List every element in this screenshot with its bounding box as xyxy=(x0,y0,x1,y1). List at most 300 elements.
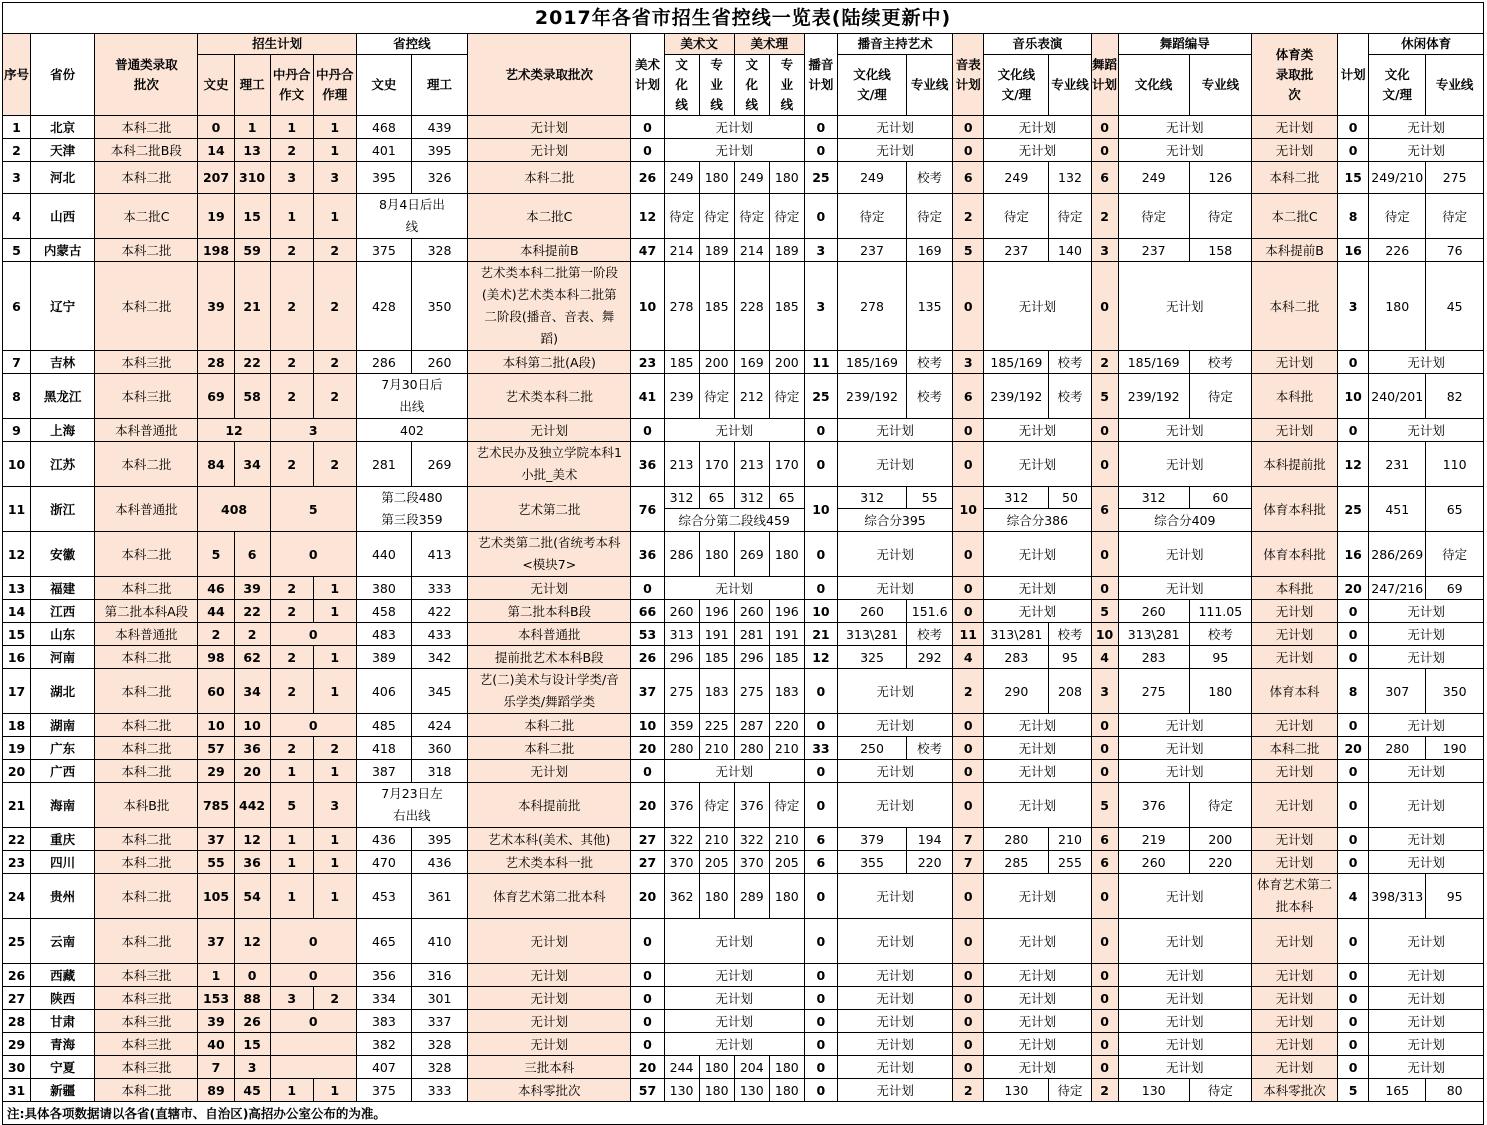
row-sport-batch: 本科批 xyxy=(1251,577,1337,600)
row-dance-plan: 2 xyxy=(1091,1079,1118,1102)
row-art-plan: 20 xyxy=(631,874,664,919)
row-sport-batch: 无计划 xyxy=(1251,116,1337,139)
row-art-batch: 本科二批 xyxy=(468,162,631,194)
header-art-plan: 美术计划 xyxy=(631,34,664,116)
header-broadcast-plan: 播音计划 xyxy=(804,34,837,116)
row-plan-zd: 0 xyxy=(270,623,356,646)
row-dance-score: 无计划 xyxy=(1118,737,1251,760)
row-broadcast-plan: 3 xyxy=(804,262,837,351)
row-plan-zd xyxy=(270,1056,356,1079)
row-ms-li-cul: 228 xyxy=(734,262,769,351)
row-ms-li-pro: 待定 xyxy=(769,374,804,419)
row-art-batch: 无计划 xyxy=(468,1010,631,1033)
row-province: 海南 xyxy=(31,783,95,828)
row-dance-plan: 5 xyxy=(1091,600,1118,623)
row-leisure-score: 无计划 xyxy=(1369,139,1484,162)
row-art-batch: 无计划 xyxy=(468,987,631,1010)
row-line-wen: 465 xyxy=(356,919,411,964)
row-no: 2 xyxy=(3,139,31,162)
row-yy-pro: 132 xyxy=(1049,162,1091,194)
row-province: 广西 xyxy=(31,760,95,783)
row-plan-wen: 69 xyxy=(198,374,234,419)
row-batch: 本科三批 xyxy=(95,1010,198,1033)
row-ms-li-cul: 214 xyxy=(734,239,769,262)
row-province: 北京 xyxy=(31,116,95,139)
row-art-batch: 本科普通批 xyxy=(468,623,631,646)
table-row xyxy=(3,139,1484,162)
row-line-li: 350 xyxy=(411,262,467,351)
row-line-li: 333 xyxy=(411,577,467,600)
row-ms-li-pro: 183 xyxy=(769,669,804,714)
row-plan-li: 59 xyxy=(234,239,270,262)
row-wd-pro: 180 xyxy=(1189,669,1251,714)
row-art-plan: 47 xyxy=(631,239,664,262)
row-broadcast-plan: 0 xyxy=(804,760,837,783)
row-broadcast-plan: 21 xyxy=(804,623,837,646)
row-ms-li-cul: 287 xyxy=(734,714,769,737)
row-wd-cul: 239/192 xyxy=(1118,374,1189,419)
row-no: 30 xyxy=(3,1056,31,1079)
row-xx-pro: 待定 xyxy=(1426,194,1484,239)
row-wd-cul: 275 xyxy=(1118,669,1189,714)
row-broadcast-plan: 25 xyxy=(804,162,837,194)
row-province: 甘肃 xyxy=(31,1010,95,1033)
row-ms-li-pro: 210 xyxy=(769,828,804,851)
row-yy-pro: 校考 xyxy=(1049,374,1091,419)
row-music-score: 无计划 xyxy=(984,919,1091,964)
row-by-cul: 355 xyxy=(837,851,906,874)
row-music-plan: 0 xyxy=(953,1033,984,1056)
row-line-wen: 418 xyxy=(356,737,411,760)
row-plan-wen: 14 xyxy=(198,139,234,162)
row-plan-zli: 1 xyxy=(313,669,356,714)
row-plan-li: 36 xyxy=(234,851,270,874)
row-no: 29 xyxy=(3,1033,31,1056)
row-xx-cul: 226 xyxy=(1369,239,1426,262)
row-art-batch: 本科二批 xyxy=(468,737,631,760)
header-ms-wen-cul: 文化线 xyxy=(664,55,699,116)
row-yy-pro: 待定 xyxy=(1049,1079,1091,1102)
row-ms-wen-pro: 183 xyxy=(699,669,734,714)
row-art-batch: 无计划 xyxy=(468,760,631,783)
row-plan-li: 45 xyxy=(234,1079,270,1102)
row-sport-plan: 0 xyxy=(1338,851,1369,874)
row-music-plan: 3 xyxy=(953,351,984,374)
row-music-score: 无计划 xyxy=(984,874,1091,919)
row-sport-batch: 本科提前批 xyxy=(1251,442,1337,487)
row-wd-pro: 待定 xyxy=(1189,374,1251,419)
row-by-cul: 379 xyxy=(837,828,906,851)
row-art-plan: 27 xyxy=(631,828,664,851)
row-xx-pro: 80 xyxy=(1426,1079,1484,1102)
row-dance-plan: 0 xyxy=(1091,1056,1118,1079)
row-broadcast-plan: 0 xyxy=(804,532,837,577)
row-ms-li-pro: 196 xyxy=(769,600,804,623)
row-broadcast-plan: 0 xyxy=(804,783,837,828)
row-no: 27 xyxy=(3,987,31,1010)
table-row xyxy=(3,600,1484,623)
row-ms-li-pro: 待定 xyxy=(769,194,804,239)
row-plan-zwen: 1 xyxy=(270,194,313,239)
row-music-plan: 0 xyxy=(953,737,984,760)
row-ms-li-pro: 180 xyxy=(769,1079,804,1102)
row-ms-li-cul: 322 xyxy=(734,828,769,851)
row-sport-batch: 无计划 xyxy=(1251,851,1337,874)
row-art-batch: 艺术第二批 xyxy=(468,487,631,532)
row-no: 25 xyxy=(3,919,31,964)
header-art-wen: 美术文 xyxy=(664,34,734,55)
row-art-batch: 艺术民办及独立学院本科1小批_美术 xyxy=(468,442,631,487)
row-leisure-score: 无计划 xyxy=(1369,783,1484,828)
row-ms-wen-pro: 180 xyxy=(699,532,734,577)
row-wd-cul: 249 xyxy=(1118,162,1189,194)
row-art-batch: 三批本科 xyxy=(468,1056,631,1079)
row-plan-li: 12 xyxy=(234,828,270,851)
table-row xyxy=(3,646,1484,669)
row-batch: 本科二批B段 xyxy=(95,139,198,162)
row-plan-zli: 3 xyxy=(313,162,356,194)
header-ms-wen-pro: 专业线 xyxy=(699,55,734,116)
row-music-plan: 4 xyxy=(953,646,984,669)
row-sport-plan: 0 xyxy=(1338,714,1369,737)
row-ms-wen-cul: 362 xyxy=(664,874,699,919)
row-ms-wen-cul: 278 xyxy=(664,262,699,351)
row-plan-zwen: 1 xyxy=(270,851,313,874)
row-sport-plan: 8 xyxy=(1338,194,1369,239)
row-leisure-score: 无计划 xyxy=(1369,1010,1484,1033)
row-batch: 本科二批 xyxy=(95,714,198,737)
row-music-plan: 0 xyxy=(953,116,984,139)
row-plan-li: 88 xyxy=(234,987,270,1010)
table-row xyxy=(3,874,1484,919)
row-plan-zwen: 2 xyxy=(270,646,313,669)
row-no: 21 xyxy=(3,783,31,828)
row-plan-wen: 105 xyxy=(198,874,234,919)
row-batch: 本科二批 xyxy=(95,1079,198,1102)
row-line-wen: 485 xyxy=(356,714,411,737)
header-dance: 舞蹈编导 xyxy=(1118,34,1251,55)
row-line-wen: 387 xyxy=(356,760,411,783)
row-leisure-score: 无计划 xyxy=(1369,419,1484,442)
row-batch: 本科普通批 xyxy=(95,623,198,646)
row-plan-li: 20 xyxy=(234,760,270,783)
row-no: 13 xyxy=(3,577,31,600)
row-ms-wen-cul: 249 xyxy=(664,162,699,194)
row-ms-li-cul: 275 xyxy=(734,669,769,714)
row-sport-batch: 无计划 xyxy=(1251,1056,1337,1079)
row-broadcast-score: 无计划 xyxy=(837,1010,952,1033)
row-sport-plan: 25 xyxy=(1338,487,1369,532)
row-by-cul: 249 xyxy=(837,162,906,194)
row-dance-score: 无计划 xyxy=(1118,987,1251,1010)
row-art-score: 无计划 xyxy=(664,1010,804,1033)
row-art-score: 无计划 xyxy=(664,1033,804,1056)
row-art-plan: 10 xyxy=(631,714,664,737)
row-broadcast-score: 无计划 xyxy=(837,577,952,600)
row-sport-plan: 0 xyxy=(1338,419,1369,442)
row-yy-pro: 208 xyxy=(1049,669,1091,714)
row-batch: 本科二批 xyxy=(95,532,198,577)
row-ms-li-pro: 65 xyxy=(769,487,804,509)
row-ms-wen-pro: 185 xyxy=(699,646,734,669)
row-art-batch: 艺(二)美术与设计学类/音乐学类/舞蹈学类 xyxy=(468,669,631,714)
row-dance-plan: 0 xyxy=(1091,1033,1118,1056)
row-dance-plan: 0 xyxy=(1091,442,1118,487)
row-dance-score: 无计划 xyxy=(1118,919,1251,964)
row-art-score: 无计划 xyxy=(664,964,804,987)
row-no: 22 xyxy=(3,828,31,851)
row-art-plan: 0 xyxy=(631,419,664,442)
row-province: 陕西 xyxy=(31,987,95,1010)
row-dance-score: 无计划 xyxy=(1118,760,1251,783)
row-by-pro: 151.6 xyxy=(907,600,953,623)
header-xx-pro: 专业线 xyxy=(1426,55,1484,116)
row-line-wen: 440 xyxy=(356,532,411,577)
row-plan-wen: 60 xyxy=(198,669,234,714)
row-plan-li: 21 xyxy=(234,262,270,351)
row-plan-li: 22 xyxy=(234,600,270,623)
row-sport-batch: 体育艺术第二批本科 xyxy=(1251,874,1337,919)
row-music-score: 无计划 xyxy=(984,1056,1091,1079)
row-line-li: 424 xyxy=(411,714,467,737)
row-ms-wen-cul: 280 xyxy=(664,737,699,760)
row-no: 19 xyxy=(3,737,31,760)
row-art-batch: 艺术本科(美术、其他) xyxy=(468,828,631,851)
row-plan-zli: 1 xyxy=(313,851,356,874)
row-art-score: 无计划 xyxy=(664,987,804,1010)
row-by-cul: 313\281 xyxy=(837,623,906,646)
row-sport-batch: 无计划 xyxy=(1251,600,1337,623)
row-plan-li: 442 xyxy=(234,783,270,828)
row-wd-pro: 校考 xyxy=(1189,623,1251,646)
table-row xyxy=(3,714,1484,737)
row-art-batch: 无计划 xyxy=(468,919,631,964)
row-art-score: 无计划 xyxy=(664,419,804,442)
row-broadcast-score: 无计划 xyxy=(837,783,952,828)
row-no: 16 xyxy=(3,646,31,669)
row-line-li: 422 xyxy=(411,600,467,623)
row-plan-zwen: 1 xyxy=(270,828,313,851)
row-line-merged: 第二段480第三段359 xyxy=(356,487,467,532)
row-province: 四川 xyxy=(31,851,95,874)
row-no: 24 xyxy=(3,874,31,919)
row-sport-plan: 8 xyxy=(1338,669,1369,714)
row-plan-li: 10 xyxy=(234,714,270,737)
row-province: 河南 xyxy=(31,646,95,669)
row-plan-wen: 153 xyxy=(198,987,234,1010)
row-dance-plan: 5 xyxy=(1091,783,1118,828)
score-table xyxy=(2,2,1484,1125)
row-wd-cul: 260 xyxy=(1118,851,1189,874)
row-music-plan: 0 xyxy=(953,262,984,351)
row-music-score: 无计划 xyxy=(984,577,1091,600)
row-by-pro: 校考 xyxy=(907,374,953,419)
row-xx-pro: 190 xyxy=(1426,737,1484,760)
row-art-batch: 本科零批次 xyxy=(468,1079,631,1102)
header-plan-li: 理工 xyxy=(234,55,270,116)
row-music-plan: 0 xyxy=(953,919,984,964)
row-plan-li: 36 xyxy=(234,737,270,760)
row-leisure-score: 无计划 xyxy=(1369,646,1484,669)
row-plan-zwen: 2 xyxy=(270,577,313,600)
row-xx-cul: 180 xyxy=(1369,262,1426,351)
row-by-cul: 325 xyxy=(837,646,906,669)
table-row xyxy=(3,374,1484,419)
header-line-li: 理工 xyxy=(411,55,467,116)
row-xx-pro: 待定 xyxy=(1426,532,1484,577)
row-xx-cul: 231 xyxy=(1369,442,1426,487)
row-broadcast-plan: 0 xyxy=(804,419,837,442)
row-line-wen: 428 xyxy=(356,262,411,351)
row-yy-cul: 237 xyxy=(984,239,1049,262)
row-art-batch: 提前批艺术本科B段 xyxy=(468,646,631,669)
row-ms-li-pro: 220 xyxy=(769,714,804,737)
row-dance-plan: 6 xyxy=(1091,828,1118,851)
row-plan-zwen: 1 xyxy=(270,1079,313,1102)
row-art-plan: 26 xyxy=(631,162,664,194)
row-plan-zli: 2 xyxy=(313,239,356,262)
row-plan-zli: 1 xyxy=(313,577,356,600)
row-wd-pro: 200 xyxy=(1189,828,1251,851)
row-no: 18 xyxy=(3,714,31,737)
table-row xyxy=(3,194,1484,239)
row-xx-pro: 275 xyxy=(1426,162,1484,194)
row-art-plan: 53 xyxy=(631,623,664,646)
row-music-plan: 2 xyxy=(953,194,984,239)
row-ms-wen-pro: 65 xyxy=(699,487,734,509)
row-ms-wen-pro: 待定 xyxy=(699,194,734,239)
row-no: 6 xyxy=(3,262,31,351)
row-ms-wen-cul: 376 xyxy=(664,783,699,828)
row-yy-pro: 校考 xyxy=(1049,351,1091,374)
row-broadcast-plan: 0 xyxy=(804,577,837,600)
row-sport-batch: 无计划 xyxy=(1251,783,1337,828)
row-ms-li-cul: 296 xyxy=(734,646,769,669)
row-line-li: 413 xyxy=(411,532,467,577)
row-art-plan: 20 xyxy=(631,783,664,828)
row-sport-batch: 体育本科批 xyxy=(1251,532,1337,577)
row-sport-batch: 本科二批 xyxy=(1251,162,1337,194)
row-batch: 本科三批 xyxy=(95,1033,198,1056)
row-art-plan: 12 xyxy=(631,194,664,239)
row-yy-pro: 210 xyxy=(1049,828,1091,851)
row-plan-wen: 198 xyxy=(198,239,234,262)
row-wd-cul: 312 xyxy=(1118,487,1189,509)
row-dance-plan: 3 xyxy=(1091,669,1118,714)
row-sport-batch: 本科二批 xyxy=(1251,262,1337,351)
row-province: 西藏 xyxy=(31,964,95,987)
row-sport-batch: 无计划 xyxy=(1251,964,1337,987)
row-dance-plan: 2 xyxy=(1091,194,1118,239)
row-dance-plan: 0 xyxy=(1091,116,1118,139)
row-province: 内蒙古 xyxy=(31,239,95,262)
row-plan-main: 408 xyxy=(198,487,270,532)
row-broadcast-plan: 0 xyxy=(804,987,837,1010)
row-plan-main: 12 xyxy=(198,419,270,442)
row-line-wen: 468 xyxy=(356,116,411,139)
row-plan-li: 3 xyxy=(234,1056,270,1079)
row-music-plan: 6 xyxy=(953,374,984,419)
row-wd-pro: 158 xyxy=(1189,239,1251,262)
row-line-li: 301 xyxy=(411,987,467,1010)
row-by-pro: 校考 xyxy=(907,351,953,374)
row-wd-pro: 校考 xyxy=(1189,351,1251,374)
row-art-plan: 23 xyxy=(631,351,664,374)
row-music-plan: 0 xyxy=(953,714,984,737)
row-broadcast-plan: 0 xyxy=(804,919,837,964)
row-plan-wen: 7 xyxy=(198,1056,234,1079)
row-province: 天津 xyxy=(31,139,95,162)
row-broadcast-plan: 25 xyxy=(804,374,837,419)
row-ms-li-cul: 312 xyxy=(734,487,769,509)
row-music-score: 无计划 xyxy=(984,987,1091,1010)
row-line-wen: 382 xyxy=(356,1033,411,1056)
row-music-score: 无计划 xyxy=(984,442,1091,487)
row-ms-li-cul: 289 xyxy=(734,874,769,919)
row-ms-wen-pro: 180 xyxy=(699,1079,734,1102)
row-no: 15 xyxy=(3,623,31,646)
row-plan-wen: 37 xyxy=(198,919,234,964)
table-row xyxy=(3,239,1484,262)
row-dance-plan: 6 xyxy=(1091,487,1118,532)
row-sport-plan: 0 xyxy=(1338,919,1369,964)
row-ms-li-pro: 191 xyxy=(769,623,804,646)
row-music-score: 无计划 xyxy=(984,1010,1091,1033)
row-sport-plan: 0 xyxy=(1338,828,1369,851)
row-art-batch: 本科提前B xyxy=(468,239,631,262)
row-broadcast-plan: 3 xyxy=(804,239,837,262)
row-plan-wen: 28 xyxy=(198,351,234,374)
row-line-li: 395 xyxy=(411,139,467,162)
row-by-pro: 校考 xyxy=(907,737,953,760)
table-row xyxy=(3,623,1484,646)
row-xx-cul: 280 xyxy=(1369,737,1426,760)
row-leisure-score: 无计划 xyxy=(1369,623,1484,646)
row-dance-score: 无计划 xyxy=(1118,1033,1251,1056)
row-art-batch: 第二批本科B段 xyxy=(468,600,631,623)
row-province: 宁夏 xyxy=(31,1056,95,1079)
row-batch: 本科二批 xyxy=(95,828,198,851)
row-by-pro: 待定 xyxy=(907,194,953,239)
row-wd-pro: 220 xyxy=(1189,851,1251,874)
row-by-cul: 239/192 xyxy=(837,374,906,419)
row-ms-li-cul: 260 xyxy=(734,600,769,623)
row-by-pro: 292 xyxy=(907,646,953,669)
row-wd-cul: 283 xyxy=(1118,646,1189,669)
row-sport-batch: 无计划 xyxy=(1251,646,1337,669)
row-wd-pro: 待定 xyxy=(1189,194,1251,239)
row-ms-li-pro: 185 xyxy=(769,262,804,351)
row-yy-cul: 249 xyxy=(984,162,1049,194)
row-broadcast-plan: 11 xyxy=(804,351,837,374)
row-plan-zwen: 5 xyxy=(270,783,313,828)
row-sport-batch: 无计划 xyxy=(1251,714,1337,737)
row-plan-zd: 0 xyxy=(270,964,356,987)
row-broadcast-score: 无计划 xyxy=(837,714,952,737)
row-ms-li-cul: 204 xyxy=(734,1056,769,1079)
row-sport-plan: 0 xyxy=(1338,783,1369,828)
row-province: 福建 xyxy=(31,577,95,600)
footnote-row xyxy=(3,1102,1484,1125)
row-ms-li-cul: 130 xyxy=(734,1079,769,1102)
row-no: 7 xyxy=(3,351,31,374)
header-xx-cul: 文化文/理 xyxy=(1369,55,1426,116)
row-wd-pro: 111.05 xyxy=(1189,600,1251,623)
row-plan-zli: 2 xyxy=(313,987,356,1010)
row-province: 重庆 xyxy=(31,828,95,851)
row-sport-plan: 3 xyxy=(1338,262,1369,351)
row-art-batch: 无计划 xyxy=(468,419,631,442)
